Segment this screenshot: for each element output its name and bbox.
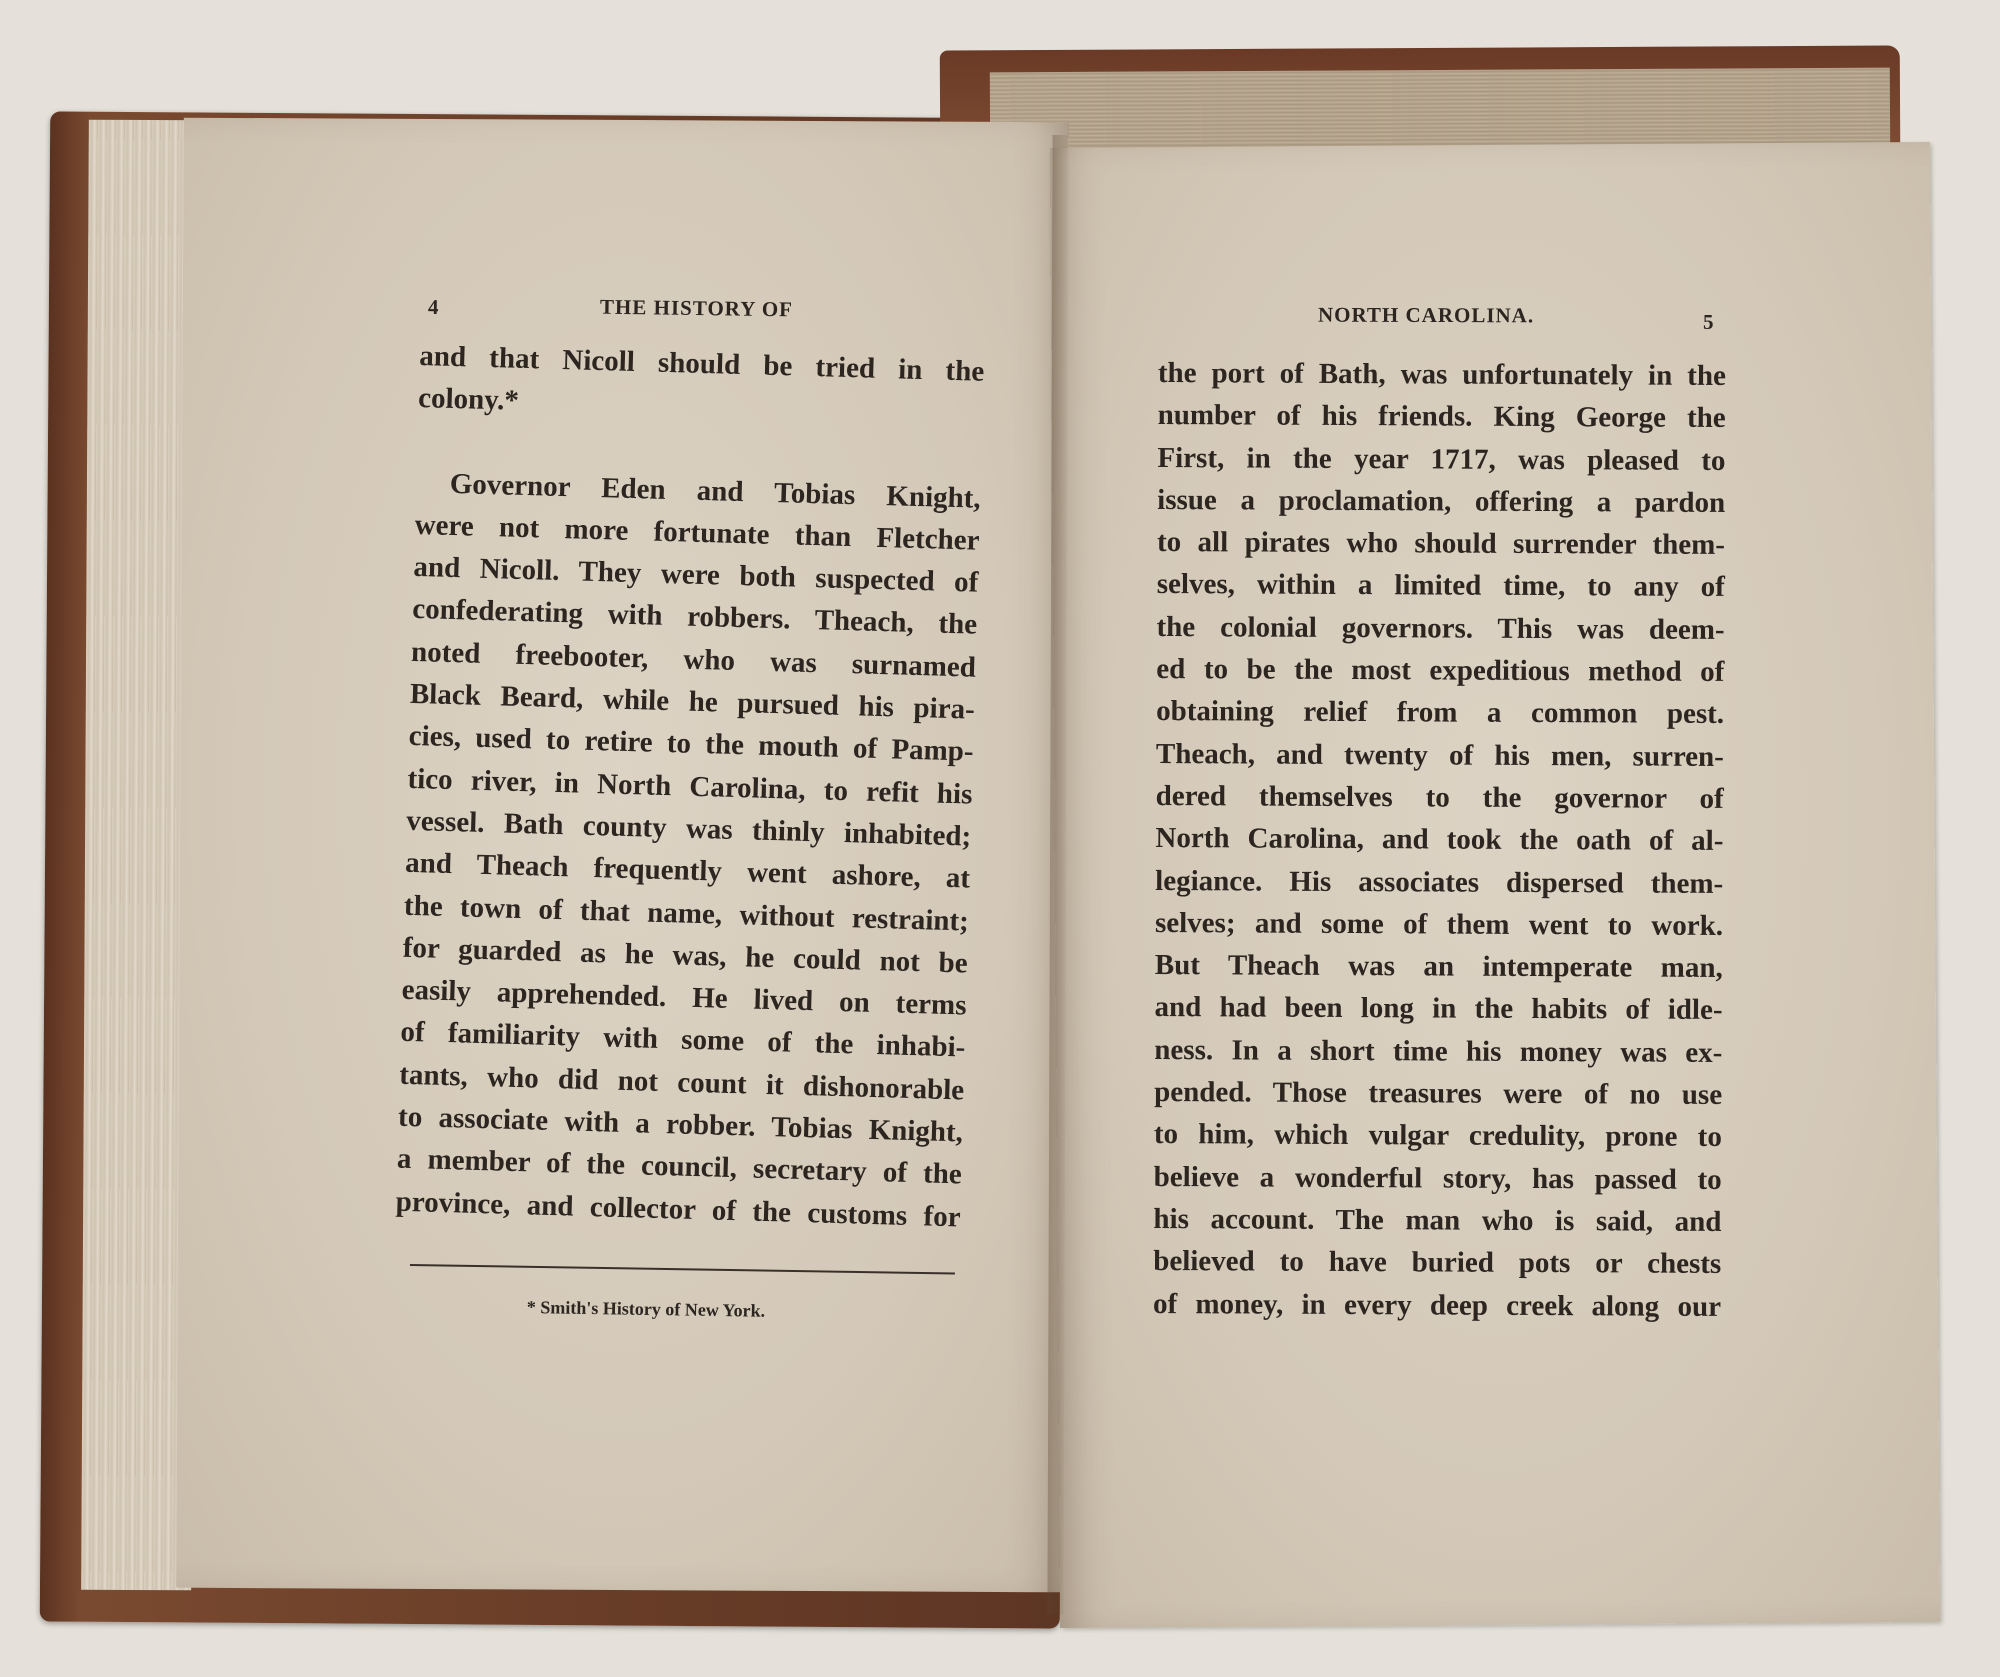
text-line: and had been long in the habits of idle- bbox=[1154, 991, 1723, 1027]
text-line: First, in the year 1717, was pleased to bbox=[1157, 441, 1726, 477]
text-line: ness. In a short time his money was ex- bbox=[1154, 1033, 1723, 1069]
text-line: tants, who did not count it dishonorable bbox=[398, 1058, 965, 1107]
text-line: and Nicoll. They were both suspected of bbox=[413, 551, 979, 599]
text-line: cies, used to retire to the mouth of Pamp- bbox=[408, 720, 975, 768]
text-line: believed to have buried pots or chests bbox=[1153, 1245, 1722, 1281]
text-line: vessel. Bath county was thinly inhabited; bbox=[405, 804, 972, 853]
text-line: selves; and some of them went to work. bbox=[1154, 906, 1724, 942]
text-line: obtaining relief from a common pest. bbox=[1156, 695, 1725, 731]
left-page-number: 4 bbox=[427, 294, 440, 320]
text-line: Theach, and twenty of his men, surren- bbox=[1155, 737, 1724, 773]
text-line: of money, in every deep creek along our bbox=[1152, 1287, 1722, 1323]
text-line: and Theach frequently went ashore, at bbox=[404, 847, 971, 895]
text-line: for guarded as he was, he could not be bbox=[402, 931, 969, 980]
text-line: North Carolina, and took the oath of al- bbox=[1155, 822, 1724, 858]
text-line: ed to be the most expeditious method of bbox=[1156, 653, 1725, 689]
text-line: number of his friends. King George the bbox=[1157, 399, 1726, 435]
text-line: tico river, in North Carolina, to refit his bbox=[407, 762, 973, 811]
text-line: easily apprehended. He lived on terms bbox=[401, 973, 967, 1022]
text-line: a member of the council, secretary of the bbox=[396, 1143, 963, 1191]
text-line: his account. The man who is said, and bbox=[1153, 1202, 1722, 1238]
text-line: the colonial governors. This was deem- bbox=[1156, 610, 1725, 646]
text-line: to all pirates who should surrender them- bbox=[1156, 526, 1726, 562]
text-line: confederating with robbers. Theach, the bbox=[411, 593, 978, 642]
text-line: to associate with a robber. Tobias Knight, bbox=[397, 1100, 964, 1149]
left-running-head: THE HISTORY OF bbox=[599, 294, 794, 322]
left-page-body bbox=[395, 335, 985, 1238]
text-line: legiance. His associates dispersed them- bbox=[1155, 864, 1724, 900]
right-page-body bbox=[1153, 352, 1726, 1328]
right-page-number: 5 bbox=[1703, 310, 1715, 334]
text-line: colony.* bbox=[417, 382, 520, 418]
text-line: the port of Bath, was unfortunately in the bbox=[1157, 356, 1726, 392]
text-line: and that Nicoll should be tried in the bbox=[418, 339, 985, 388]
text-line: issue a proclamation, offering a pardon bbox=[1157, 483, 1726, 519]
footnote: * Smith's History of New York. bbox=[526, 1297, 766, 1321]
text-line: the town of that name, without restraint; bbox=[403, 889, 970, 938]
text-line: But Theach was an intemperate man, bbox=[1154, 949, 1723, 985]
text-line: pended. Those treasures were of no use bbox=[1154, 1076, 1723, 1112]
text-line: of familiarity with some of the inhabi- bbox=[400, 1016, 966, 1064]
text-line: dered themselves to the governor of bbox=[1155, 779, 1724, 815]
text-line: were not more fortunate than Fletcher bbox=[414, 508, 980, 557]
text-line: province, and collector of the customs for bbox=[395, 1185, 962, 1234]
text-line: noted freebooter, who was surnamed bbox=[410, 635, 977, 684]
text-line: selves, within a limited time, to any of bbox=[1156, 568, 1725, 604]
right-running-head: NORTH CAROLINA. bbox=[1317, 302, 1535, 328]
text-line: to him, which vulgar credulity, prone to bbox=[1153, 1118, 1722, 1154]
text-line: Black Beard, while he pursued his pira- bbox=[409, 677, 976, 726]
text-line: Governor Eden and Tobias Knight, bbox=[449, 467, 982, 515]
text-line: believe a wonderful story, has passed to bbox=[1153, 1160, 1722, 1196]
